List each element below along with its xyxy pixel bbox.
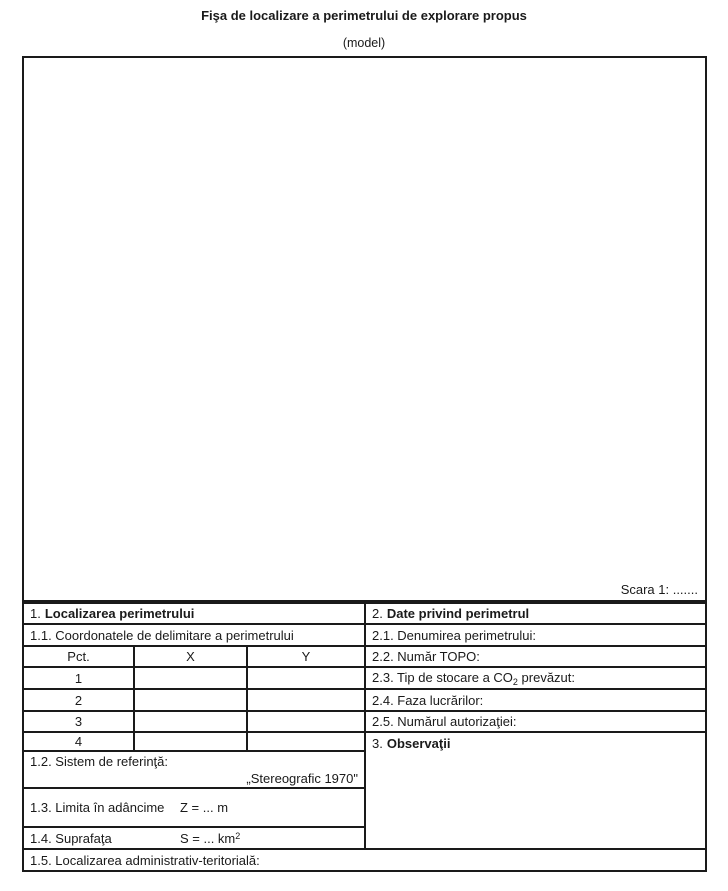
reference-system-label: 1.2. Sistem de referinţă: [30,753,169,769]
model-subtitle: (model) [342,36,386,50]
coords-col-x: X [135,647,248,666]
section-1-header [24,604,364,625]
admin-location-label: 1.5. Localizarea administrativ-teritorială: [30,852,260,868]
coord-x-cell [135,712,248,731]
item-1-4 [24,828,364,848]
section-2-number: 2. [372,606,383,621]
section-1-title: Localizarea perimetrului [44,606,195,621]
coord-y-cell [248,712,364,731]
item-2-5-label: 2.5. Numărul autorizaţiei: [372,714,517,729]
item-2-3-prefix: 2.3. Tip de stocare a CO [372,669,513,685]
item-2-3-suffix: prevăzut: [517,669,576,685]
scale-label: Scara 1: ....... [620,582,698,597]
item-2-2 [366,647,705,668]
observations-area [366,733,705,848]
item-2-1 [366,625,705,647]
item-1-3 [24,789,364,828]
item-2-5 [366,712,705,733]
item-1-2 [24,752,364,789]
reference-system-value: „Stereografic 1970" [246,770,358,786]
item-1-1-label: 1.1. Coordonatele de delimitare a perimetrului [30,627,294,643]
item-2-4 [366,690,705,712]
area-value-exponent: 2 [235,830,241,841]
page-title: Fişa de localizare a perimetrului de explorare propus [201,8,527,23]
depth-limit-value: Z = ... m [180,800,229,815]
section-2-title: Date privind perimetrul [386,606,530,621]
area-label: 1.4. Suprafaţa [30,830,112,846]
coord-row-2 [24,690,364,712]
item-2-4-label: 2.4. Faza lucrărilor: [372,692,484,708]
item-1-5 [24,848,705,870]
item-2-3-label [372,670,575,687]
section-2-header [366,604,705,625]
depth-limit-label: 1.3. Limita în adâncime [30,800,165,815]
coord-x-cell [135,690,248,710]
item-2-3 [366,668,705,690]
coord-x-cell [135,733,248,750]
coord-x-cell [135,668,248,688]
coords-header-row [24,647,364,668]
section-3-title: Observaţii [386,736,451,751]
perimeter-form-table [22,602,707,872]
section-2-column [366,604,705,848]
section-3-number: 3. [372,736,383,751]
coord-y-cell [248,733,364,750]
table-columns [24,604,705,848]
coord-row-4 [24,733,364,752]
coord-row-3 [24,712,364,733]
section-1-column [24,604,366,848]
item-2-1-label: 2.1. Denumirea perimetrului: [372,627,537,643]
area-value [180,831,240,846]
item-2-2-label: 2.2. Număr TOPO: [372,649,480,664]
coord-y-cell [248,668,364,688]
map-area [22,56,707,602]
coords-col-pct: Pct. [24,647,135,666]
coord-pct-cell: 3 [24,712,135,731]
coord-pct-cell: 4 [24,733,135,750]
area-value-base: S = ... km [180,830,236,846]
coord-y-cell [248,690,364,710]
coord-row-1 [24,668,364,690]
coord-pct-cell: 2 [24,690,135,710]
section-1-number: 1. [30,606,41,621]
coords-col-y: Y [301,649,311,664]
co2-subscript: 2 [512,676,518,687]
item-1-1 [24,625,364,647]
coord-pct-cell: 1 [24,668,135,688]
